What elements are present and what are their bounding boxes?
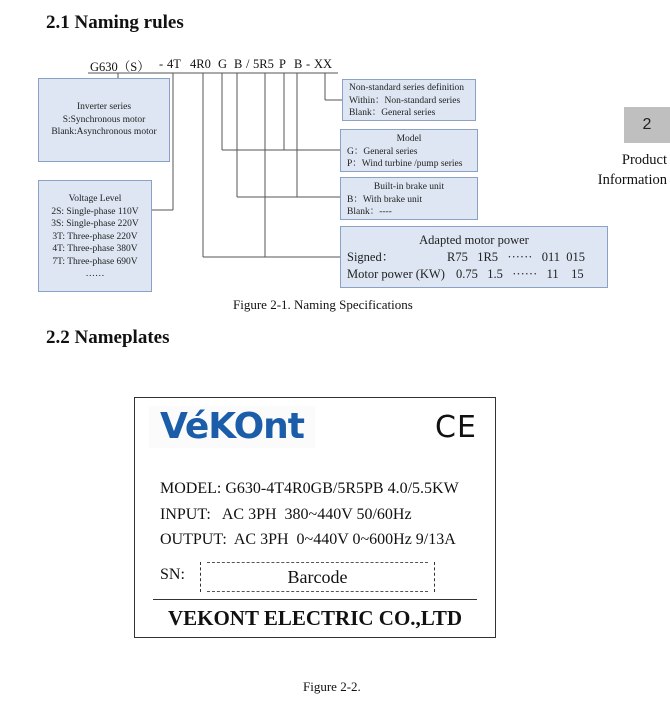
code-model2: P	[279, 57, 286, 71]
code-model: G	[218, 57, 228, 71]
nameplate	[134, 397, 496, 638]
power-signed-values: R75 1R5 ······ 011 015	[447, 250, 586, 264]
code-voltage: 4T	[167, 57, 181, 71]
nameplate-model: MODEL: G630-4T4R0GB/5R5PB 4.0/5.5KW	[160, 480, 459, 497]
nonstandard-box-line: Blank：General series	[349, 108, 436, 118]
ce-mark-icon: CE	[435, 410, 477, 445]
voltage-box-line: 2S: Single-phase 110V	[51, 206, 139, 217]
power-box-title: Adapted motor power	[419, 233, 529, 247]
barcode-label: Barcode	[287, 566, 348, 587]
voltage-box-title: Voltage Level	[68, 194, 122, 204]
code-power2: 5R5	[253, 57, 274, 71]
section-heading-nameplates: 2.2 Nameplates	[46, 327, 170, 348]
nonstandard-box-line: Non-standard series definition	[349, 83, 465, 93]
brake-box-line: B：With brake unit	[347, 194, 423, 205]
model-box-line: P：Wind turbine /pump series	[347, 159, 463, 169]
chapter-label-line2: Information	[597, 172, 667, 188]
voltage-box-line: 3T: Three-phase 220V	[52, 231, 138, 242]
brake-unit-box	[340, 177, 478, 220]
code-series: G630（S）	[90, 60, 150, 74]
chapter-tab	[624, 107, 670, 143]
series-definition-box	[38, 78, 170, 162]
code-dash: -	[159, 57, 164, 71]
model-box-line: G：General series	[347, 146, 418, 157]
chapter-number: 2	[642, 116, 652, 133]
logo-text: VéKOnt	[159, 406, 305, 447]
code-slash: /	[246, 57, 250, 71]
voltage-box-line: ……	[85, 269, 105, 279]
barcode-field	[200, 562, 435, 592]
series-box-line: S:Synchronous motor	[62, 114, 146, 125]
power-kw-label: Motor power (KW)	[347, 267, 445, 281]
series-box-line: Blank:Asynchronous motor	[51, 127, 157, 137]
code-brake2: B	[294, 57, 303, 71]
brake-box-title: Built-in brake unit	[373, 182, 445, 192]
code-dash2: -	[306, 57, 311, 71]
power-signed-label: Signed：	[347, 250, 395, 264]
motor-power-box	[340, 226, 608, 288]
voltage-box-line: 4T: Three-phase 380V	[52, 244, 138, 254]
voltage-box-line: 3S: Single-phase 220V	[51, 219, 139, 229]
figure-2-2-caption: Figure 2-2.	[303, 679, 361, 694]
vekont-logo	[149, 406, 315, 448]
nameplate-sn-label: SN:	[160, 566, 185, 583]
code-nonstandard: XX	[314, 57, 333, 71]
brake-box-line: Blank：----	[347, 207, 392, 217]
nameplate-output: OUTPUT: AC 3PH 0~440V 0~600Hz 9/13A	[160, 531, 456, 548]
series-box-title: Inverter series	[76, 102, 132, 112]
nonstandard-box	[342, 79, 476, 121]
nameplate-input: INPUT: AC 3PH 380~440V 50/60Hz	[160, 506, 412, 523]
section-heading-naming-rules: 2.1 Naming rules	[46, 12, 184, 33]
model-box-title: Model	[396, 134, 422, 144]
figure-2-1-caption: Figure 2-1. Naming Specifications	[233, 297, 413, 312]
model-box	[340, 129, 478, 172]
code-brake: B	[234, 57, 243, 71]
power-kw-values: 0.75 1.5 ······ 11 15	[456, 267, 584, 281]
chapter-label-line1: Product	[621, 152, 667, 168]
company-divider	[153, 599, 477, 600]
code-power: 4R0	[190, 57, 211, 71]
company-name: VEKONT ELECTRIC CO.,LTD	[167, 606, 463, 630]
voltage-box-line: 7T: Three-phase 690V	[52, 256, 138, 267]
nonstandard-box-line: Within：Non-standard series	[349, 95, 461, 106]
voltage-level-box	[38, 180, 152, 292]
